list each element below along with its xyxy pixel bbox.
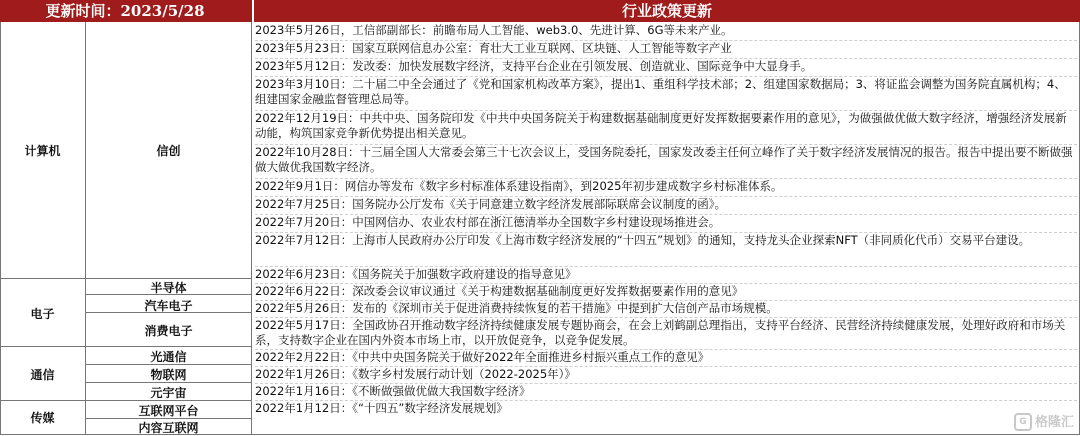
- policy-item: 2022年7月25日：国务院办公厅发布《关于同意建立数字经济发展部际联席会议制度的函》。: [255, 197, 726, 211]
- sub-sector-optical-comm: 光通信: [150, 350, 187, 364]
- sub-sector-consumer-electronics: 消费电子: [144, 324, 193, 338]
- industry-media: 传媒: [30, 411, 55, 425]
- policy-item: 2023年5月12日：发改委：加快发展数字经济，支持平台企业在引领发展、创造就业、国际竞争中大显身手。: [255, 59, 813, 73]
- policy-item: 2022年1月12日：《“十四五”数字经济发展规划》: [255, 401, 508, 415]
- update-time-label: 更新时间：2023/5/28: [45, 2, 205, 20]
- brand-logo-icon: G: [1014, 413, 1032, 431]
- watermark-text: 格隆汇: [1034, 414, 1074, 430]
- table-body: [0, 22, 1080, 435]
- industry-telecom: 通信: [30, 368, 55, 382]
- policy-item: 2023年5月23日：国家互联网信息办公室：育壮大工业互联网、区块链、人工智能等数字产业: [255, 41, 732, 55]
- policy-item: 2023年3月10日：二十届二中全会通过了《党和国家机构改革方案》，提出1、重组科学技术部；2、组建国家数据局；3、将证监会调整为国务院直属机构；4、组建国家金融监督管理总局等。: [255, 77, 1066, 106]
- policy-item: 2022年9月1日：网信办等发布《数字乡村标准体系建设指南》，到2025年初步建成数字乡村标准体系。: [255, 179, 783, 193]
- policy-item: 2022年6月23日：《国务院关于加强数字政府建设的指导意见》: [255, 267, 577, 281]
- grid-line: [0, 346, 251, 347]
- sub-sector-internet-platform: 互联网平台: [138, 404, 199, 418]
- table-header: [0, 0, 1080, 22]
- policy-item: 2022年7月20日：中国网信办、农业农村部在浙江德清举办全国数字乡村建设现场推进会。: [255, 215, 721, 229]
- policy-item: 2022年5月17日：全国政协召开推动数字经济持续健康发展专题协商会，在会上刘鹤副总理指出，支持平台经济、民营经济持续健康发展，处理好政府和市场关系，支持数字企业在国内外资本市场上市，以开放促竞争，以竞争促发展。: [255, 318, 1066, 347]
- sub-sector-xinchuang: 信创: [156, 144, 181, 158]
- policy-item: 2022年2月22日：《中共中央国务院关于做好2022年全面推进乡村振兴重点工作的意见》: [255, 350, 710, 364]
- sub-sector-auto-electronics: 汽车电子: [144, 299, 193, 313]
- policy-update-title: 行业政策更新: [252, 0, 1080, 22]
- watermark: [1014, 411, 1074, 432]
- industry-computer: 计算机: [24, 144, 61, 158]
- industry-electronics: 电子: [30, 307, 55, 321]
- sub-sector-metaverse: 元宇宙: [150, 386, 187, 400]
- policy-item: 2023年5月26日，工信部副部长：前瞻布局人工智能、web3.0、先进计算、6G等未来产业。: [255, 23, 733, 37]
- policy-item: 2022年7月12日：上海市人民政府办公厅印发《上海市数字经济发展的“十四五”规划》的通知，支持龙头企业探索NFT（非同质化代币）交易平台建设。: [255, 233, 1031, 247]
- sub-sector-iot: 物联网: [150, 368, 187, 382]
- sub-sector-content-internet: 内容互联网: [138, 421, 199, 435]
- policy-item: 2022年10月28日：十三届全国人大常委会第三十七次会议上，受国务院委托，国家发改委主任何立峰作了关于数字经济发展情况的报告。报告中提出要不断做强做大做优我国数字经济。: [255, 145, 1073, 174]
- policy-item: 2022年1月26日：《数字乡村发展行动计划（2022-2025年）》: [255, 367, 576, 381]
- grid-line: [251, 22, 252, 435]
- policy-item: 2022年12月19日：中共中央、国务院印发《中共中央国务院关于构建数据基础制度更好发挥数据要素作用的意见》，为做强做优做大数字经济，增强经济发展新动能，构筑国家竞争新优势提出相关意见。: [255, 111, 1067, 140]
- policy-item: 2022年1月16日：《不断做强做优做大我国数字经济》: [255, 384, 531, 398]
- policy-item: 2022年5月26日：发布的《深圳市关于促进消费持续恢复的若干措施》中提到扩大信创产品市场规模。: [255, 301, 778, 315]
- sub-sector-semiconductor: 半导体: [150, 281, 187, 295]
- policy-item: 2022年6月22日：深改委会议审议通过《关于构建数据基础制度更好发挥数据要素作用的意见》: [255, 284, 744, 298]
